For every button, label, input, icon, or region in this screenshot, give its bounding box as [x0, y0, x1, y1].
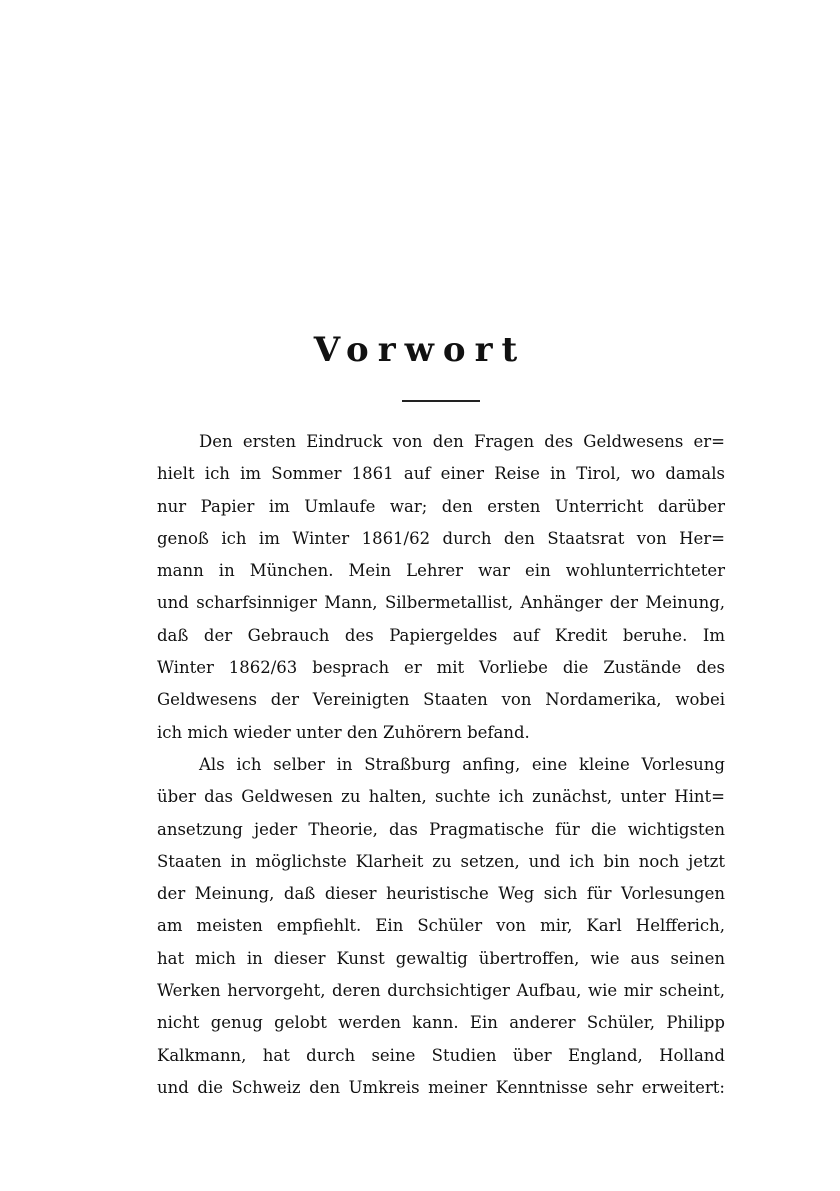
paragraph-2-line-3: ansetzung jeder Theorie, das Pragmatische für die wichtigsten	[157, 819, 725, 839]
page-title: Vorwort	[313, 330, 527, 370]
paragraph-2-line-8: Werken hervorgeht, deren durchsichtiger Aufbau, wie mir scheint,	[157, 981, 725, 1001]
paragraph-1-line-10: ich mich wieder unter den Zuhörern befand.	[157, 722, 530, 742]
body-text	[157, 426, 725, 1104]
paragraph-1-line-2: hielt ich im Sommer 1861 auf einer Reise in Tirol, wo damals	[157, 464, 725, 484]
paragraph-2-line-11: und die Schweiz den Umkreis meiner Kenntnisse sehr erweitert:	[157, 1077, 725, 1097]
paragraph-2-line-1: Als ich selber in Straßburg anfing, eine kleine Vorlesung	[199, 754, 725, 774]
title-rule	[402, 400, 480, 402]
paragraph-2-line-2: über das Geldwesen zu halten, suchte ich zunächst, unter Hint=	[157, 787, 725, 807]
paragraph-2-line-6: am meisten empfiehlt. Ein Schüler von mir, Karl Helfferich,	[157, 916, 725, 936]
paragraph-1-line-9: Geldwesens der Vereinigten Staaten von Nordamerika, wobei	[157, 690, 725, 710]
paragraph-1-line-1: Den ersten Eindruck von den Fragen des Geldwesens er=	[199, 432, 725, 451]
paragraph-2-line-4: Staaten in möglichste Klarheit zu setzen, und ich bin noch jetzt	[157, 851, 725, 871]
paragraph-1-line-6: und scharfsinniger Mann, Silbermetallist, Anhänger der Meinung,	[157, 593, 725, 613]
paragraph-1-line-7: daß der Gebrauch des Papiergeldes auf Kredit beruhe. Im	[157, 625, 725, 645]
paragraph-2-line-5: der Meinung, daß dieser heuristische Weg sich für Vorlesungen	[157, 884, 725, 904]
paragraph-2-line-10: Kalkmann, hat durch seine Studien über England, Holland	[157, 1045, 725, 1065]
paragraph-1-line-5: mann in München. Mein Lehrer war ein wohlunterrichteter	[157, 561, 725, 581]
paragraph-1-line-3: nur Papier im Umlaufe war; den ersten Unterricht darüber	[157, 496, 725, 516]
paragraph-1-line-8: Winter 1862/63 besprach er mit Vorliebe die Zustände des	[157, 658, 725, 678]
paragraph-1-line-4: genoß ich im Winter 1861/62 durch den Staatsrat von Her=	[157, 528, 725, 548]
paragraph-2-line-7: hat mich in dieser Kunst gewaltig übertroffen, wie aus seinen	[157, 948, 725, 968]
paragraph-2-line-9: nicht genug gelobt werden kann. Ein anderer Schüler, Philipp	[157, 1013, 725, 1033]
